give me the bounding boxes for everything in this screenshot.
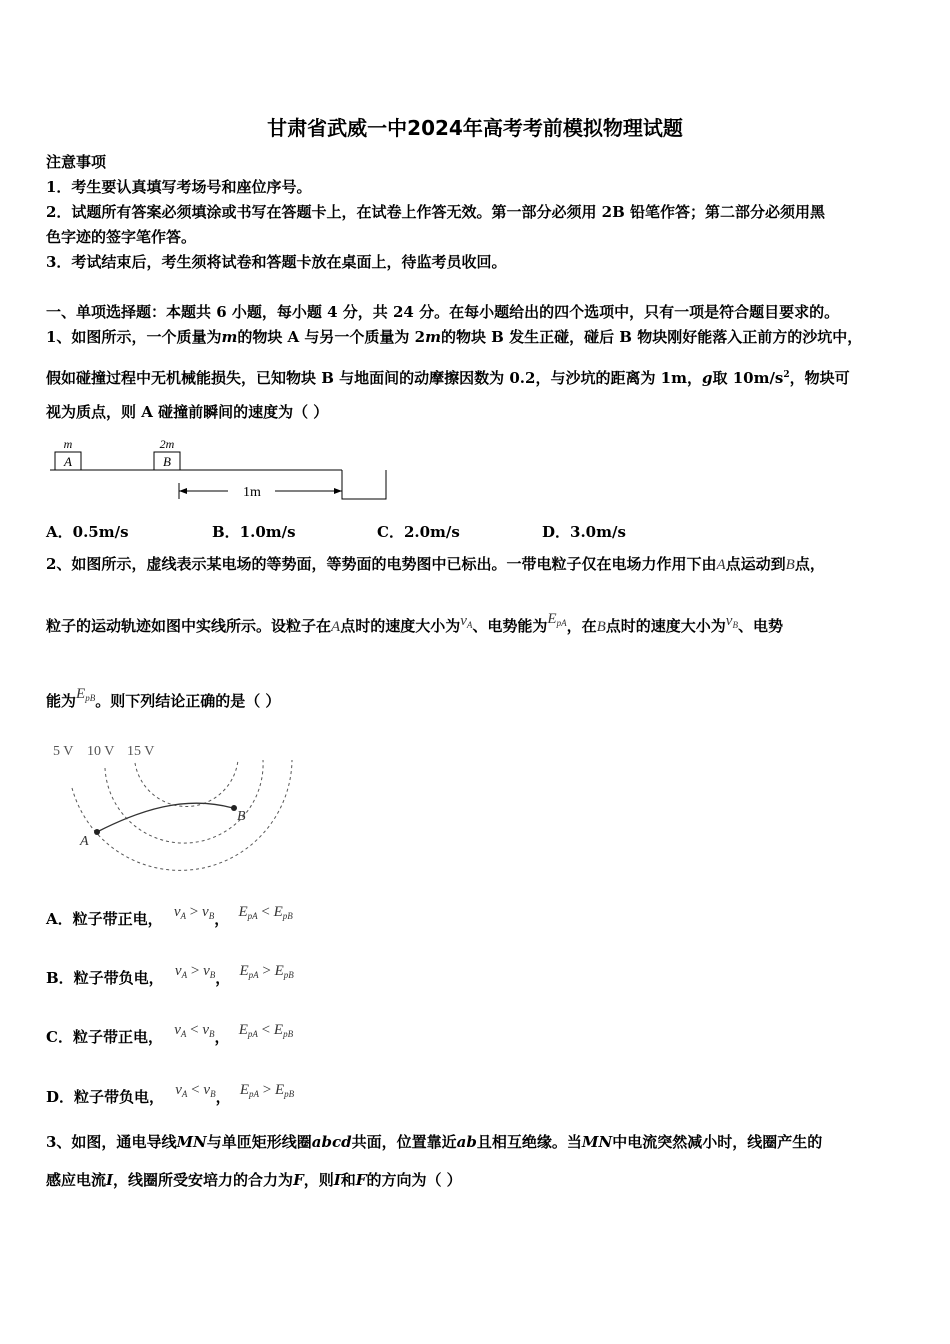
q1-option-b[interactable]: B．1.0m/s bbox=[212, 523, 296, 541]
potential-5v-label: 5 V bbox=[53, 744, 74, 759]
notice-item-2-cont: 色字迹的签字笔作答。 bbox=[46, 228, 197, 246]
notice-heading: 注意事项 bbox=[46, 153, 107, 171]
section-heading: 一、单项选择题：本题共 6 小题，每小题 4 分，共 24 分。在每小题给出的四个选项中，只有一项是符合题目要求的。 bbox=[46, 303, 840, 321]
distance-label: 1m bbox=[243, 485, 261, 500]
block-b-label: B bbox=[163, 454, 171, 469]
q2-line-3: 能为$E_{pB}$。则下列结论正确的是（ ） bbox=[46, 686, 281, 710]
arrowhead-right bbox=[334, 488, 342, 494]
equipotential-10v bbox=[105, 760, 263, 843]
mass-2m-label: 2m bbox=[159, 437, 175, 451]
q1-collision-figure bbox=[45, 433, 395, 508]
q3-line-2: 感应电流I，线圈所受安培力的合力为F，则I和F的方向为（ ） bbox=[46, 1171, 462, 1189]
notice-item-2: 2．试题所有答案必须填涂或书写在答题卡上，在试卷上作答无效。第一部分必须用 2B 铅笔作答；第二部分必须用黑 bbox=[46, 203, 826, 221]
q1-option-d[interactable]: D．3.0m/s bbox=[542, 523, 626, 541]
q2-option-b[interactable]: B．粒子带负电， $v_A > v_B$， $E_{pA} > E_{pB}$ bbox=[46, 963, 294, 987]
q1-line-3: 视为质点，则 A 碰撞前瞬间的速度为（ ） bbox=[46, 403, 329, 421]
q2-option-c[interactable]: C．粒子带正电， $v_A < v_B$， $E_{pA} < E_{pB}$ bbox=[46, 1022, 294, 1046]
q1-line-1: 1、如图所示，一个质量为m的物块 A 与另一个质量为 2m的物块 B 发生正碰，碰后 B 物块刚好能落入正前方的沙坑中， bbox=[46, 328, 863, 346]
q1-line-2: 假如碰撞过程中无机械能损失，已知物块 B 与地面间的动摩擦因数为 0.2，与沙坑的距离为 1m，g取 $10m/s^2$，物块可 bbox=[46, 369, 850, 387]
point-a-label: A bbox=[80, 834, 89, 849]
q1-option-c[interactable]: C．2.0m/s bbox=[377, 523, 460, 541]
q2-line-1: 2、如图所示，虚线表示某电场的等势面，等势面的电势图中已标出。一带电粒子仅在电场力作用下由A点运动到B点， bbox=[46, 555, 825, 573]
notice-item-3: 3．考试结束后，考生须将试卷和答题卡放在桌面上，待监考员收回。 bbox=[46, 253, 507, 271]
arrowhead-left bbox=[179, 488, 187, 494]
mass-m-label: m bbox=[63, 437, 73, 451]
q3-line-1: 3、如图，通电导线MN与单匝矩形线圈abcd共面，位置靠近ab且相互绝缘。当MN中电流突然减小时，线圈产生的 bbox=[46, 1133, 823, 1151]
page-title: 甘肃省武威一中2024年高考考前模拟物理试题 bbox=[267, 116, 683, 140]
equipotential-5v bbox=[72, 760, 292, 870]
q2-option-a[interactable]: A．粒子带正电， $v_A > v_B$， $E_{pA} < E_{pB}$ bbox=[46, 904, 293, 928]
q2-equipotential-figure bbox=[45, 738, 300, 873]
equipotential-15v bbox=[135, 760, 238, 806]
particle-trajectory bbox=[97, 803, 233, 832]
potential-15v-label: 15 V bbox=[127, 744, 155, 759]
point-b-label: B bbox=[237, 809, 246, 824]
q1-option-a[interactable]: A．0.5m/s bbox=[46, 523, 129, 541]
sand-pit bbox=[342, 470, 386, 499]
potential-10v-label: 10 V bbox=[87, 744, 115, 759]
q2-line-2: 粒子的运动轨迹如图中实线所示。设粒子在A点时的速度大小为$v_A$、电势能为$E_{pA}$，在B点时的速度大小为$v_B$、电势 bbox=[46, 611, 783, 635]
q2-option-d[interactable]: D．粒子带负电， $v_A < v_B$， $E_{pA} > E_{pB}$ bbox=[46, 1082, 295, 1106]
point-a bbox=[94, 829, 100, 835]
block-a-label: A bbox=[64, 454, 72, 469]
notice-item-1: 1．考生要认真填写考场号和座位序号。 bbox=[46, 178, 312, 196]
